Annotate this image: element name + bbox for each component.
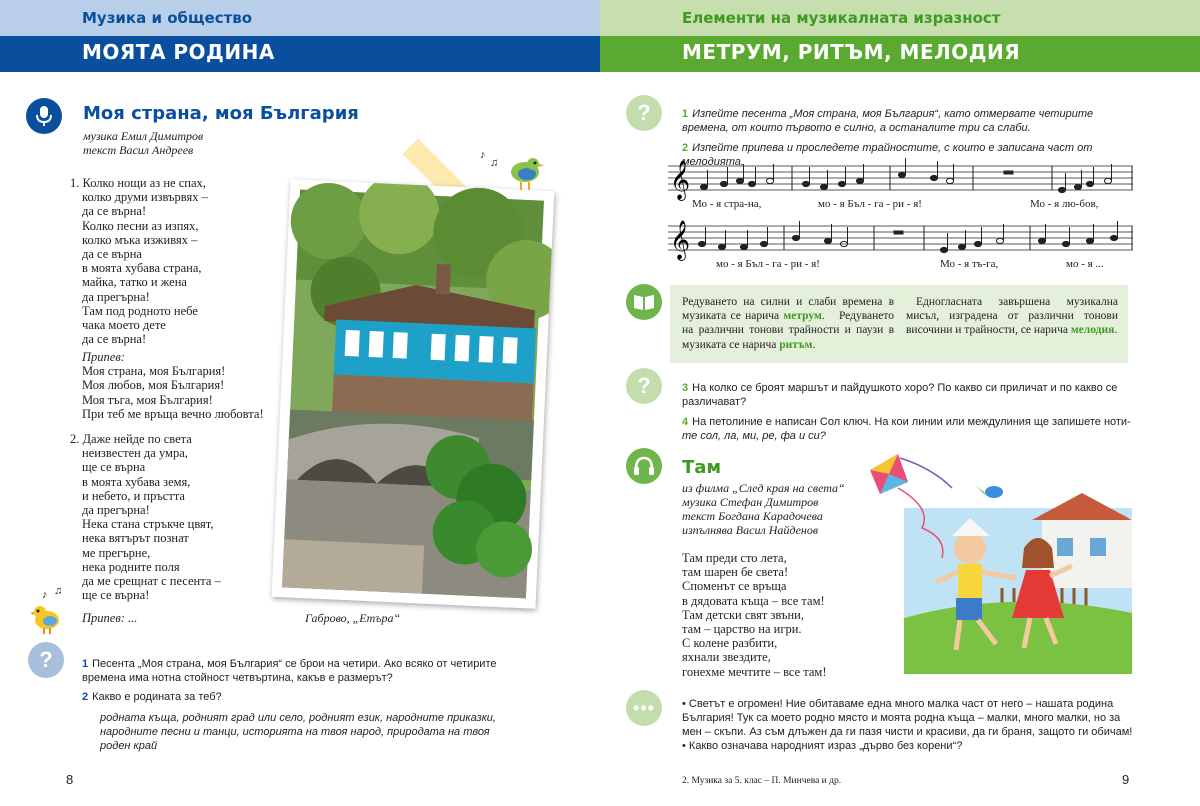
headphones-icon	[626, 448, 662, 484]
term-melodia: мелодия	[1070, 324, 1115, 337]
lyric-line: да ме срещнат с песента –	[82, 574, 221, 589]
book-icon	[626, 284, 662, 320]
lyric-line: нека вятърът познат	[82, 531, 189, 546]
treble-clef-icon: 𝄞	[670, 220, 691, 260]
credit-text: текст Васил Андреев	[83, 143, 194, 157]
question-icon: ?	[28, 642, 64, 678]
lyric-line: неизвестен да умра,	[82, 446, 188, 461]
photo-caption: Габрово, „Етъра“	[305, 611, 401, 625]
lyric-line: да прегърна!	[82, 289, 150, 304]
def-text: Едногласната завършена музикална мисъл, изградена от различни тонови височини и трайности, се нарича	[906, 296, 1118, 337]
lyric-line: 1. Колко нощи аз не спах,	[70, 176, 206, 190]
question-text: На петолиние е написан Сол ключ. На кои линии или междулиния ще запишете ноти-	[692, 416, 1131, 428]
question-number: 4	[682, 416, 689, 428]
lyric-line: нека родните поля	[82, 559, 180, 574]
bird-illustration	[30, 600, 64, 641]
definition-column-2: Едногласната завършена музикална мисъл, изградена от различни тонови височини и трайности, се нарича мелодия.	[906, 296, 1118, 337]
closing-question: • Какво означава народният израз „дърво без корени“?	[682, 740, 963, 752]
lyric-line: яхнали звездите,	[682, 650, 771, 665]
svg-text:♪: ♪	[480, 149, 486, 161]
lyric-line: Моя страна, моя България!	[82, 364, 226, 379]
staff-1-lyric: Мо - я лю-бов,	[1030, 198, 1099, 210]
svg-text:♫: ♫	[490, 157, 499, 168]
question-text: Изпейте припева и проследете трайностите, с които е записана част от мелодията.	[682, 142, 1093, 168]
question-text: Песента „Моя страна, моя България“ се брои на четири. Ако всяко от четирите времена има нотна стойност четвъртина, какъв е размерът?	[82, 658, 497, 684]
lyric-line: колко мъка изживях –	[82, 232, 198, 247]
lyric-line: чака моето дете	[82, 318, 166, 333]
question-number: 1	[82, 658, 89, 670]
staff-2-lyric: Мо - я тъ-га,	[940, 258, 999, 270]
lyric-line: С колене разбити,	[682, 636, 778, 651]
lyric-line: да се върна	[82, 247, 142, 262]
left-question-1	[82, 657, 518, 685]
chorus-label: Припев:	[82, 350, 125, 364]
lyric-line: ще се върна!	[82, 588, 150, 603]
term-ritam: ритъм	[779, 338, 813, 351]
question-number: 3	[682, 382, 689, 394]
song-title: Моя страна, моя България	[83, 103, 359, 124]
credit-music: музика Стефан Димитров	[682, 495, 819, 509]
verse-1	[70, 176, 208, 346]
lyric-line: Колко песни аз изпях,	[82, 218, 199, 233]
song-credits	[83, 129, 203, 157]
song2-credits	[682, 481, 845, 537]
lyric-line: и небето, и пръстта	[82, 488, 185, 503]
staff-2-lyric: мо - я Бъл - га - ри - я!	[716, 258, 820, 270]
left-page-title: МОЯТА РОДИНА	[82, 40, 275, 64]
left-question-2-answer: родната къща, родният град или село, родният език, народните приказки, народните песни и танци, историята на твоя народ, природата на твоя роден край	[100, 712, 496, 752]
closing-note: • Светът е огромен! Ние обитаваме една много малка част от него – нашата родина България! Тук са моето родно място и моята родна къща – малки, много малки, но за мен – скъпи. Аз съм длъжен да ги пазя чисти и красиви, да ги браня, защото ги обичам!	[682, 698, 1133, 738]
credit-text: текст Богдана Карадочева	[682, 509, 823, 523]
right-question-1	[682, 107, 1142, 135]
lyric-line: колко друми извървях –	[82, 190, 208, 205]
def-text: Редуването на силни и слаби времена в музиката се нарича	[682, 296, 894, 323]
staff-1-lyric: Мо - я стра-на,	[692, 198, 762, 210]
lyric-line: 2. Даже нейде по света	[70, 432, 192, 446]
lyric-line: ще се върна	[82, 460, 146, 475]
definition-column-1: Редуването на силни и слаби времена в музиката се нарича метрум. Редуването на различни тонови трайности и паузи в музиката се нарича ритъм.	[682, 296, 895, 351]
question-number: 2	[82, 691, 89, 703]
staff-1-lyric: мо - я Бъл - га - ри - я!	[818, 198, 922, 210]
footer-credit: 2. Музика за 5. клас – П. Минчева и др.	[682, 776, 842, 786]
song2-lyrics	[682, 551, 827, 679]
lyric-line: в моята хубава страна,	[82, 261, 202, 276]
question-number: 1	[682, 108, 689, 120]
lyric-line: да прегърна!	[82, 503, 150, 518]
right-question-3	[682, 381, 1142, 409]
right-page-number: 9	[1122, 772, 1130, 787]
question-text: Изпейте песента „Моя страна, моя България“, като отмервате четирите времена, от които първото е силно, а останалите три са слаби.	[682, 108, 1094, 134]
verse-2	[70, 432, 221, 602]
lyric-line: ме прегърне,	[82, 545, 151, 560]
lyric-line: Моя любов, моя България!	[82, 378, 225, 393]
lyric-line: да се върна!	[82, 332, 147, 347]
credit-performer: изпълнява Васил Найденов	[682, 523, 819, 537]
lyric-line: Споменът се връща	[682, 579, 787, 594]
lyric-line: гонехме мечтите – все там!	[682, 664, 827, 679]
right-category: Елементи на музикалната изразност	[682, 9, 1001, 27]
chorus	[82, 350, 264, 421]
question-icon: ?	[626, 95, 662, 131]
kids-illustration	[852, 448, 1132, 679]
chorus-repeat: Припев: ...	[82, 611, 138, 625]
lyric-line: в моята хубава земя,	[82, 474, 191, 489]
song2-title: Там	[682, 457, 722, 478]
lyric-line: Там под родното небе	[82, 303, 198, 318]
left-page-number: 8	[66, 772, 74, 787]
microphone-icon	[26, 98, 62, 134]
credit-film: из филма „След края на света“	[682, 481, 845, 495]
ellipsis-icon: •••	[626, 690, 662, 726]
question-number: 2	[682, 142, 689, 154]
photo-frame	[272, 179, 555, 609]
lyric-line: При теб ме връща вечно любовта!	[82, 406, 264, 421]
lyric-line: Нека стана стръкче цвят,	[82, 517, 214, 532]
term-metrum: метрум	[783, 310, 822, 323]
right-page-title: МЕТРУМ, РИТЪМ, МЕЛОДИЯ	[682, 40, 1021, 64]
lyric-line: да се върна!	[82, 204, 147, 219]
lyric-line: майка, татко и жена	[82, 275, 187, 290]
bird-illustration	[505, 150, 545, 197]
lyric-line: Моя тъга, моя България!	[82, 392, 213, 407]
right-question-4	[682, 415, 1142, 443]
left-category: Музика и общество	[82, 9, 253, 27]
question-text: На колко се броят маршът и пайдушкото хоро? По какво си приличат и по какво се различават?	[682, 382, 1118, 408]
credit-music: музика Емил Димитров	[83, 129, 204, 143]
svg-text:♫: ♫	[54, 586, 63, 597]
question-text: те сол, ла, ми, ре, фа и си?	[682, 430, 826, 442]
def-text: Редуването на различни тонови трайности и паузи в музиката се нарича	[682, 310, 895, 351]
staff-2-lyric: мо - я ...	[1066, 258, 1104, 270]
lyric-line: Там детски свят звъни,	[682, 607, 804, 622]
etara-photo	[272, 179, 555, 609]
lyric-line: в дядовата къща – все там!	[682, 593, 825, 608]
question-text: Какво е родината за теб?	[92, 691, 222, 703]
treble-clef-icon: 𝄞	[670, 160, 691, 200]
question-icon: ?	[626, 368, 662, 404]
staff-lines	[668, 166, 1133, 190]
lyric-line: Там преди сто лета,	[682, 551, 787, 565]
music-notes-icon	[478, 148, 508, 173]
lyric-line: там шарен бе света!	[682, 565, 789, 580]
svg-text:♪: ♪	[42, 589, 48, 601]
left-question-2	[82, 690, 518, 704]
lyric-line: там – царство на игри.	[682, 622, 802, 637]
